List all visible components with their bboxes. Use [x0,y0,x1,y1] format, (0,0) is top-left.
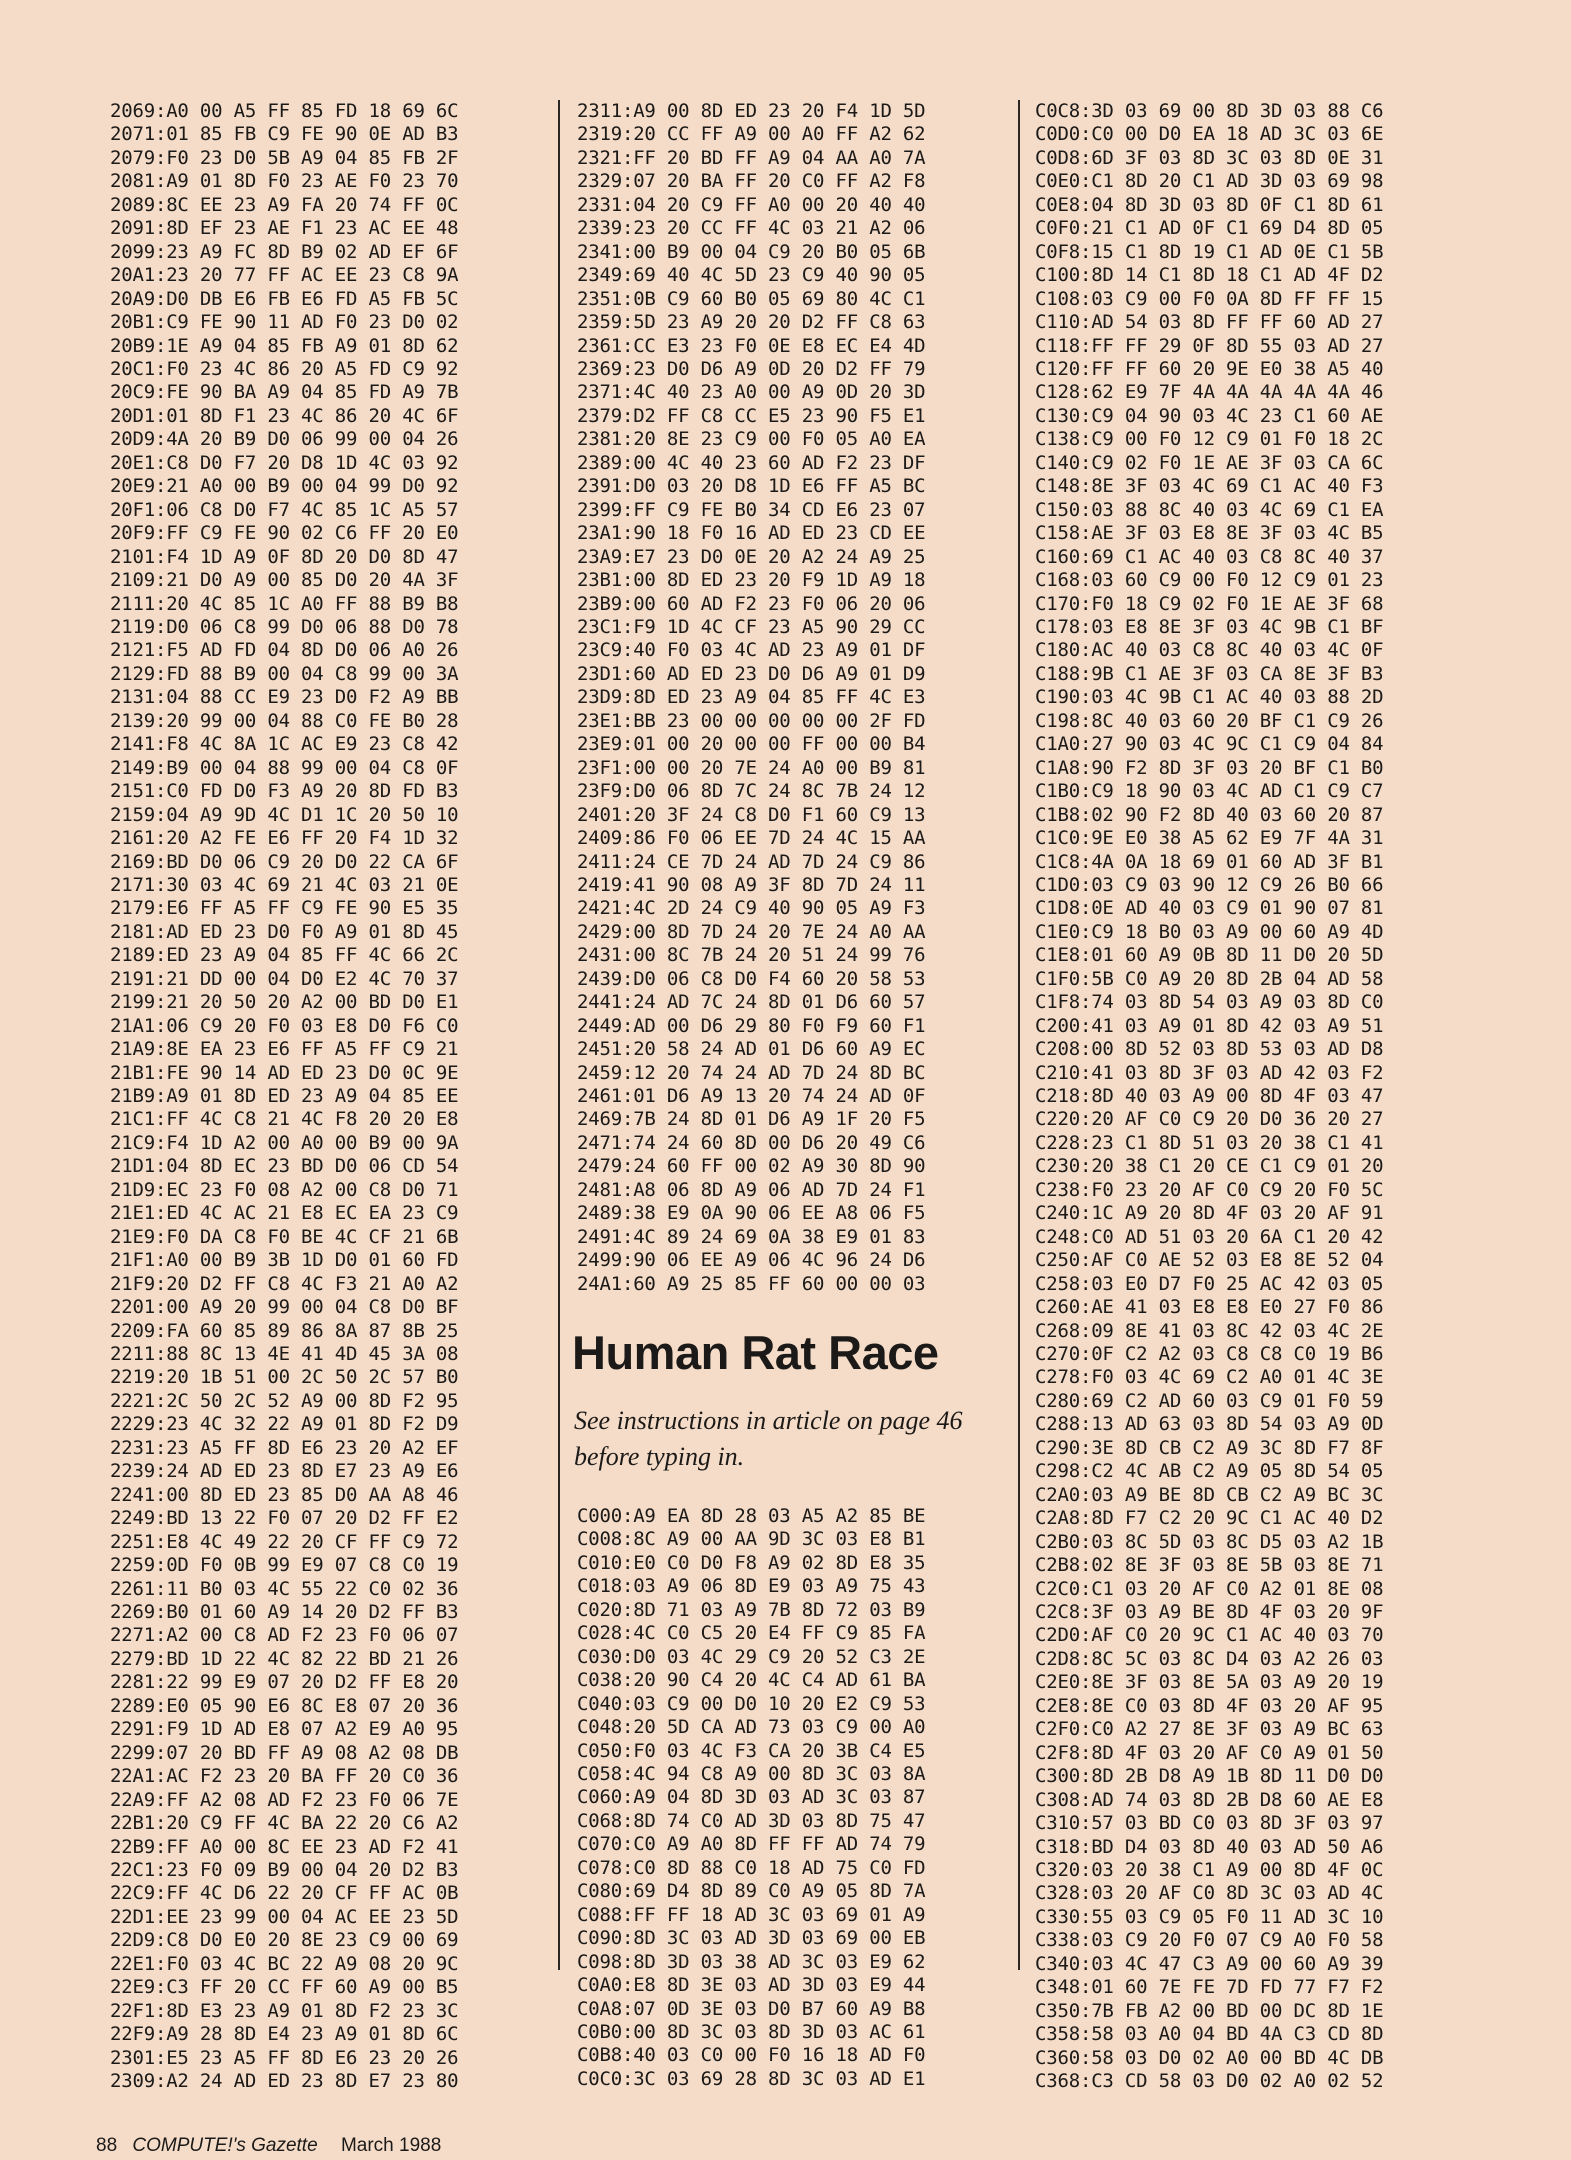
code-line: 2241:00 8D ED 23 85 D0 AA A8 46 [110,1483,459,1506]
code-line: 20A9:D0 DB E6 FB E6 FD A5 FB 5C [110,287,459,310]
code-line: C198:8C 40 03 60 20 BF C1 C9 26 [1035,709,1384,732]
code-line: C140:C9 02 F0 1E AE 3F 03 CA 6C [1035,451,1384,474]
code-line: 22E9:C3 FF 20 CC FF 60 A9 00 B5 [110,1976,459,1999]
code-line: 2109:21 D0 A9 00 85 D0 20 4A 3F [110,569,459,592]
listing-column-1 [110,100,458,2094]
code-line: C308:AD 74 03 8D 2B D8 60 AE E8 [1035,1788,1384,1811]
code-line: C1F8:74 03 8D 54 03 A9 03 8D C0 [1035,991,1384,1014]
code-line: 2309:A2 24 AD ED 23 8D E7 23 80 [110,2070,459,2093]
code-line: C088:FF FF 18 AD 3C 03 69 01 A9 [577,1903,926,1926]
code-line: 2101:F4 1D A9 0F 8D 20 D0 8D 47 [110,545,459,568]
code-line: 23F9:D0 06 8D 7C 24 8C 7B 24 12 [577,780,926,803]
code-line: 2179:E6 FF A5 FF C9 FE 90 E5 35 [110,897,459,920]
code-line: 24A1:60 A9 25 85 FF 60 00 00 03 [577,1272,926,1295]
code-line: C1C8:4A 0A 18 69 01 60 AD 3F B1 [1035,850,1384,873]
code-line: 23A1:90 18 F0 16 AD ED 23 CD EE [577,522,926,545]
code-line: 20B9:1E A9 04 85 FB A9 01 8D 62 [110,334,459,357]
code-line: C098:8D 3D 03 38 AD 3C 03 E9 62 [577,1950,926,1973]
code-line: 20B1:C9 FE 90 11 AD F0 23 D0 02 [110,311,459,334]
code-line: C228:23 C1 8D 51 03 20 38 C1 41 [1035,1131,1384,1154]
code-line: 2341:00 B9 00 04 C9 20 B0 05 6B [577,240,926,263]
code-line: C090:8D 3C 03 AD 3D 03 69 00 EB [577,1927,926,1950]
code-line: C030:D0 03 4C 29 C9 20 52 C3 2E [577,1645,926,1668]
code-line: 2399:FF C9 FE B0 34 CD E6 23 07 [577,498,926,521]
code-line: 21C9:F4 1D A2 00 A0 00 B9 00 9A [110,1131,459,1154]
code-line: 2469:7B 24 8D 01 D6 A9 1F 20 F5 [577,1108,926,1131]
code-line: 2261:11 B0 03 4C 55 22 C0 02 36 [110,1577,459,1600]
code-line: C1C0:9E E0 38 A5 62 E9 7F 4A 31 [1035,827,1384,850]
issue-date: March 1988 [340,2135,442,2156]
code-line: C220:20 AF C0 C9 20 D0 36 20 27 [1035,1108,1384,1131]
code-line: 2471:74 24 60 8D 00 D6 20 49 C6 [577,1131,926,1154]
code-line: C110:AD 54 03 8D FF FF 60 AD 27 [1035,311,1384,334]
code-line: 2191:21 DD 00 04 D0 E2 4C 70 37 [110,967,459,990]
code-line: C290:3E 8D CB C2 A9 3C 8D F7 8F [1035,1436,1384,1459]
page-footer [96,2135,441,2157]
code-line: 20E9:21 A0 00 B9 00 04 99 D0 92 [110,475,459,498]
code-line: 2171:30 03 4C 69 21 4C 03 21 0E [110,873,459,896]
code-line: C0D0:C0 00 D0 EA 18 AD 3C 03 6E [1035,123,1384,146]
code-line: C1D8:0E AD 40 03 C9 01 90 07 81 [1035,897,1384,920]
code-line: 21B9:A9 01 8D ED 23 A9 04 85 EE [110,1085,459,1108]
code-line: 21A9:8E EA 23 E6 FF A5 FF C9 21 [110,1038,459,1061]
code-line: 2259:0D F0 0B 99 E9 07 C8 C0 19 [110,1554,459,1577]
code-line: 2231:23 A5 FF 8D E6 23 20 A2 EF [110,1436,459,1459]
code-line: C0C8:3D 03 69 00 8D 3D 03 88 C6 [1035,100,1384,122]
code-line: C1E8:01 60 A9 0B 8D 11 D0 20 5D [1035,944,1384,967]
code-line: 2321:FF 20 BD FF A9 04 AA A0 7A [577,146,926,169]
code-line: 2211:88 8C 13 4E 41 4D 45 3A 08 [110,1343,459,1366]
code-line: 2379:D2 FF C8 CC E5 23 90 F5 E1 [577,404,926,427]
code-line: C008:8C A9 00 AA 9D 3C 03 E8 B1 [577,1528,926,1551]
code-line: 21B1:FE 90 14 AD ED 23 D0 0C 9E [110,1061,459,1084]
listing-column-2-continued [577,1505,925,2091]
code-line: 2409:86 F0 06 EE 7D 24 4C 15 AA [577,827,926,850]
code-line: 20F1:06 C8 D0 F7 4C 85 1C A5 57 [110,498,459,521]
code-line: 2141:F8 4C 8A 1C AC E9 23 C8 42 [110,733,459,756]
code-line: 2441:24 AD 7C 24 8D 01 D6 60 57 [577,991,926,1014]
code-line: C0C0:3C 03 69 28 8D 3C 03 AD E1 [577,2067,926,2090]
code-line: C138:C9 00 F0 12 C9 01 F0 18 2C [1035,428,1384,451]
code-line: 2439:D0 06 C8 D0 F4 60 20 58 53 [577,967,926,990]
code-line: C360:58 03 D0 02 A0 00 BD 4C DB [1035,2046,1384,2069]
code-line: C050:F0 03 4C F3 CA 20 3B C4 E5 [577,1739,926,1762]
code-line: 2089:8C EE 23 A9 FA 20 74 FF 0C [110,193,459,216]
code-line: 23E9:01 00 20 00 00 FF 00 00 B4 [577,733,926,756]
code-line: C200:41 03 A9 01 8D 42 03 A9 51 [1035,1014,1384,1037]
code-line: C070:C0 A9 A0 8D FF FF AD 74 79 [577,1833,926,1856]
code-line: C278:F0 03 4C 69 C2 A0 01 4C 3E [1035,1366,1384,1389]
code-line: 2299:07 20 BD FF A9 08 A2 08 DB [110,1741,459,1764]
publication-name: COMPUTE!'s Gazette [132,2135,318,2156]
code-line: 2159:04 A9 9D 4C D1 1C 20 50 10 [110,803,459,826]
code-line: C320:03 20 38 C1 A9 00 8D 4F 0C [1035,1858,1384,1881]
code-line: C1B8:02 90 F2 8D 40 03 60 20 87 [1035,803,1384,826]
code-line: C170:F0 18 C9 02 F0 1E AE 3F 68 [1035,592,1384,615]
code-line: 2199:21 20 50 20 A2 00 BD D0 E1 [110,991,459,1014]
code-line: 22A1:AC F2 23 20 BA FF 20 C0 36 [110,1765,459,1788]
article-title: Human Rat Race [572,1326,939,1379]
code-line: C068:8D 74 C0 AD 3D 03 8D 75 47 [577,1809,926,1832]
code-line: 2169:BD D0 06 C9 20 D0 22 CA 6F [110,850,459,873]
code-line: 2289:E0 05 90 E6 8C E8 07 20 36 [110,1694,459,1717]
code-line: C190:03 4C 9B C1 AC 40 03 88 2D [1035,686,1384,709]
code-line: C128:62 E9 7F 4A 4A 4A 4A 4A 46 [1035,381,1384,404]
code-line: C108:03 C9 00 F0 0A 8D FF FF 15 [1035,287,1384,310]
code-line: 2281:22 99 E9 07 20 D2 FF E8 20 [110,1671,459,1694]
code-line: 2451:20 58 24 AD 01 D6 60 A9 EC [577,1038,926,1061]
code-line: C230:20 38 C1 20 CE C1 C9 01 20 [1035,1155,1384,1178]
code-line: 22A9:FF A2 08 AD F2 23 F0 06 7E [110,1788,459,1811]
code-line: C248:C0 AD 51 03 20 6A C1 20 42 [1035,1225,1384,1248]
code-line: 2201:00 A9 20 99 00 04 C8 D0 BF [110,1296,459,1319]
code-line: 21E1:ED 4C AC 21 E8 EC EA 23 C9 [110,1202,459,1225]
code-line: C0D8:6D 3F 03 8D 3C 03 8D 0E 31 [1035,146,1384,169]
column-divider-right [1018,100,1020,1970]
code-line: C368:C3 CD 58 03 D0 02 A0 02 52 [1035,2070,1384,2093]
code-line: 2249:BD 13 22 F0 07 20 D2 FF E2 [110,1507,459,1530]
code-line: 2421:4C 2D 24 C9 40 90 05 A9 F3 [577,897,926,920]
code-line: 2371:4C 40 23 A0 00 A9 0D 20 3D [577,381,926,404]
code-line: 22E1:F0 03 4C BC 22 A9 08 20 9C [110,1952,459,1975]
code-line: 2229:23 4C 32 22 A9 01 8D F2 D9 [110,1413,459,1436]
code-line: C078:C0 8D 88 C0 18 AD 75 C0 FD [577,1856,926,1879]
code-line: 2189:ED 23 A9 04 85 FF 4C 66 2C [110,944,459,967]
code-line: 2119:D0 06 C8 99 D0 06 88 D0 78 [110,615,459,638]
code-line: 2071:01 85 FB C9 FE 90 0E AD B3 [110,123,459,146]
code-line: 2481:A8 06 8D A9 06 AD 7D 24 F1 [577,1178,926,1201]
code-line: 22F9:A9 28 8D E4 23 A9 01 8D 6C [110,2023,459,2046]
code-line: 2279:BD 1D 22 4C 82 22 BD 21 26 [110,1647,459,1670]
code-line: 20E1:C8 D0 F7 20 D8 1D 4C 03 92 [110,451,459,474]
code-line: 22F1:8D E3 23 A9 01 8D F2 23 3C [110,1999,459,2022]
code-line: C250:AF C0 AE 52 03 E8 8E 52 04 [1035,1249,1384,1272]
code-line: C338:03 C9 20 F0 07 C9 A0 F0 58 [1035,1929,1384,1952]
code-line: C288:13 AD 63 03 8D 54 03 A9 0D [1035,1413,1384,1436]
code-line: C340:03 4C 47 C3 A9 00 60 A9 39 [1035,1952,1384,1975]
code-line: C1E0:C9 18 B0 03 A9 00 60 A9 4D [1035,920,1384,943]
code-line: 2329:07 20 BA FF 20 C0 FF A2 F8 [577,170,926,193]
code-line: 20D1:01 8D F1 23 4C 86 20 4C 6F [110,404,459,427]
code-line: 2319:20 CC FF A9 00 A0 FF A2 62 [577,123,926,146]
code-line: 2311:A9 00 8D ED 23 20 F4 1D 5D [577,100,926,122]
code-line: 2209:FA 60 85 89 86 8A 87 8B 25 [110,1319,459,1342]
code-line: 2479:24 60 FF 00 02 A9 30 8D 90 [577,1155,926,1178]
code-line: C1A0:27 90 03 4C 9C C1 C9 04 84 [1035,733,1384,756]
code-line: 22B1:20 C9 FF 4C BA 22 20 C6 A2 [110,1812,459,1835]
code-line: 2491:4C 89 24 69 0A 38 E9 01 83 [577,1225,926,1248]
code-line: 23C9:40 F0 03 4C AD 23 A9 01 DF [577,639,926,662]
code-line: 2099:23 A9 FC 8D B9 02 AD EF 6F [110,240,459,263]
code-line: C0A8:07 0D 3E 03 D0 B7 60 A9 B8 [577,1997,926,2020]
code-line: C130:C9 04 90 03 4C 23 C1 60 AE [1035,404,1384,427]
code-line: C2D8:8C 5C 03 8C D4 03 A2 26 03 [1035,1647,1384,1670]
code-line: 2381:20 8E 23 C9 00 F0 05 A0 EA [577,428,926,451]
code-line: C258:03 E0 D7 F0 25 AC 42 03 05 [1035,1272,1384,1295]
code-line: 2079:F0 23 D0 5B A9 04 85 FB 2F [110,146,459,169]
code-line: C2B0:03 8C 5D 03 8C D5 03 A2 1B [1035,1530,1384,1553]
code-line: 2139:20 99 00 04 88 C0 FE B0 28 [110,709,459,732]
code-line: C328:03 20 AF C0 8D 3C 03 AD 4C [1035,1882,1384,1905]
code-line: C2A8:8D F7 C2 20 9C C1 AC 40 D2 [1035,1507,1384,1530]
code-line: 2271:A2 00 C8 AD F2 23 F0 06 07 [110,1624,459,1647]
code-line: C148:8E 3F 03 4C 69 C1 AC 40 F3 [1035,475,1384,498]
code-line: 21C1:FF 4C C8 21 4C F8 20 20 E8 [110,1108,459,1131]
code-line: C188:9B C1 AE 3F 03 CA 8E 3F B3 [1035,662,1384,685]
code-line: C160:69 C1 AC 40 03 C8 8C 40 37 [1035,545,1384,568]
code-line: C150:03 88 8C 40 03 4C 69 C1 EA [1035,498,1384,521]
code-line: 20D9:4A 20 B9 D0 06 99 00 04 26 [110,428,459,451]
code-line: 2301:E5 23 A5 FF 8D E6 23 20 26 [110,2046,459,2069]
code-line: C310:57 03 BD C0 03 8D 3F 03 97 [1035,1812,1384,1835]
code-line: 23B1:00 8D ED 23 20 F9 1D A9 18 [577,569,926,592]
code-line: 23C1:F9 1D 4C CF 23 A5 90 29 CC [577,615,926,638]
code-line: C0F8:15 C1 8D 19 C1 AD 0E C1 5B [1035,240,1384,263]
code-line: C210:41 03 8D 3F 03 AD 42 03 F2 [1035,1061,1384,1084]
code-line: 2411:24 CE 7D 24 AD 7D 24 C9 86 [577,850,926,873]
code-line: 2251:E8 4C 49 22 20 CF FF C9 72 [110,1530,459,1553]
code-line: 22B9:FF A0 00 8C EE 23 AD F2 41 [110,1835,459,1858]
code-line: 2461:01 D6 A9 13 20 74 24 AD 0F [577,1085,926,1108]
code-line: 22D9:C8 D0 E0 20 8E 23 C9 00 69 [110,1929,459,1952]
page-number: 88 [96,2135,118,2156]
code-line: C348:01 60 7E FE 7D FD 77 F7 F2 [1035,1976,1384,1999]
code-line: C350:7B FB A2 00 BD 00 DC 8D 1E [1035,1999,1384,2022]
code-line: 2151:C0 FD D0 F3 A9 20 8D FD B3 [110,780,459,803]
code-line: 2081:A9 01 8D F0 23 AE F0 23 70 [110,170,459,193]
code-line: 2431:00 8C 7B 24 20 51 24 99 76 [577,944,926,967]
code-line: C1D0:03 C9 03 90 12 C9 26 B0 66 [1035,873,1384,896]
code-line: C358:58 03 A0 04 BD 4A C3 CD 8D [1035,2023,1384,2046]
article-instructions: See instructions in article on page 46 before typing in. [574,1406,963,1471]
code-line: 2351:0B C9 60 B0 05 69 80 4C C1 [577,287,926,310]
code-line: 22D1:EE 23 99 00 04 AC EE 23 5D [110,1905,459,1928]
code-line: C058:4C 94 C8 A9 00 8D 3C 03 8A [577,1762,926,1785]
code-line: 2069:A0 00 A5 FF 85 FD 18 69 6C [110,100,459,122]
code-line: C178:03 E8 8E 3F 03 4C 9B C1 BF [1035,615,1384,638]
code-line: 20C9:FE 90 BA A9 04 85 FD A9 7B [110,381,459,404]
code-line: C100:8D 14 C1 8D 18 C1 AD 4F D2 [1035,264,1384,287]
code-line: 23D9:8D ED 23 A9 04 85 FF 4C E3 [577,686,926,709]
code-line: 22C1:23 F0 09 B9 00 04 20 D2 B3 [110,1858,459,1881]
code-line: 23A9:E7 23 D0 0E 20 A2 24 A9 25 [577,545,926,568]
code-line: C268:09 8E 41 03 8C 42 03 4C 2E [1035,1319,1384,1342]
code-line: C238:F0 23 20 AF C0 C9 20 F0 5C [1035,1178,1384,1201]
code-line: C1F0:5B C0 A9 20 8D 2B 04 AD 58 [1035,967,1384,990]
code-line: 2149:B9 00 04 88 99 00 04 C8 0F [110,756,459,779]
code-line: C208:00 8D 52 03 8D 53 03 AD D8 [1035,1038,1384,1061]
code-line: 23B9:00 60 AD F2 23 F0 06 20 06 [577,592,926,615]
code-line: C218:8D 40 03 A9 00 8D 4F 03 47 [1035,1085,1384,1108]
code-line: C0F0:21 C1 AD 0F C1 69 D4 8D 05 [1035,217,1384,240]
code-line: C180:AC 40 03 C8 8C 40 03 4C 0F [1035,639,1384,662]
code-line: C0E8:04 8D 3D 03 8D 0F C1 8D 61 [1035,193,1384,216]
code-line: 2121:F5 AD FD 04 8D D0 06 A0 26 [110,639,459,662]
code-line: 23D1:60 AD ED 23 D0 D6 A9 01 D9 [577,662,926,685]
listing-column-3 [1035,100,1383,2094]
code-line: 21F1:A0 00 B9 3B 1D D0 01 60 FD [110,1249,459,1272]
code-line: 2401:20 3F 24 C8 D0 F1 60 C9 13 [577,803,926,826]
code-line: 2449:AD 00 D6 29 80 F0 F9 60 F1 [577,1014,926,1037]
code-line: 2221:2C 50 2C 52 A9 00 8D F2 95 [110,1389,459,1412]
code-line: 20C1:F0 23 4C 86 20 A5 FD C9 92 [110,357,459,380]
code-line: 23E1:BB 23 00 00 00 00 00 2F FD [577,709,926,732]
code-line: 2429:00 8D 7D 24 20 7E 24 A0 AA [577,920,926,943]
code-line: C020:8D 71 03 A9 7B 8D 72 03 B9 [577,1598,926,1621]
code-line: 22C9:FF 4C D6 22 20 CF FF AC 0B [110,1882,459,1905]
code-line: 2181:AD ED 23 D0 F0 A9 01 8D 45 [110,920,459,943]
code-line: C318:BD D4 03 8D 40 03 AD 50 A6 [1035,1835,1384,1858]
code-line: C0B0:00 8D 3C 03 8D 3D 03 AC 61 [577,2020,926,2043]
code-line: 21F9:20 D2 FF C8 4C F3 21 A0 A2 [110,1272,459,1295]
code-line: 2361:CC E3 23 F0 0E E8 EC E4 4D [577,334,926,357]
code-line: 2359:5D 23 A9 20 20 D2 FF C8 63 [577,311,926,334]
code-line: C2E0:8E 3F 03 8E 5A 03 A9 20 19 [1035,1671,1384,1694]
code-line: C2E8:8E C0 03 8D 4F 03 20 AF 95 [1035,1694,1384,1717]
code-line: 2349:69 40 4C 5D 23 C9 40 90 05 [577,264,926,287]
code-line: 2489:38 E9 0A 90 06 EE A8 06 F5 [577,1202,926,1225]
code-line: C2C0:C1 03 20 AF C0 A2 01 8E 08 [1035,1577,1384,1600]
code-line: C2B8:02 8E 3F 03 8E 5B 03 8E 71 [1035,1554,1384,1577]
code-line: 21E9:F0 DA C8 F0 BE 4C CF 21 6B [110,1225,459,1248]
code-line: 21D1:04 8D EC 23 BD D0 06 CD 54 [110,1155,459,1178]
code-line: 20A1:23 20 77 FF AC EE 23 C8 9A [110,264,459,287]
code-line: C168:03 60 C9 00 F0 12 C9 01 23 [1035,569,1384,592]
code-line: 2239:24 AD ED 23 8D E7 23 A9 E6 [110,1460,459,1483]
code-line: C2F8:8D 4F 03 20 AF C0 A9 01 50 [1035,1741,1384,1764]
code-line: C028:4C C0 C5 20 E4 FF C9 85 FA [577,1622,926,1645]
code-line: 2219:20 1B 51 00 2C 50 2C 57 B0 [110,1366,459,1389]
code-line: C260:AE 41 03 E8 E8 E0 27 F0 86 [1035,1296,1384,1319]
code-line: C2F0:C0 A2 27 8E 3F 03 A9 BC 63 [1035,1718,1384,1741]
code-line: C300:8D 2B D8 A9 1B 8D 11 D0 D0 [1035,1765,1384,1788]
code-line: C1B0:C9 18 90 03 4C AD C1 C9 C7 [1035,780,1384,803]
code-line: C038:20 90 C4 20 4C C4 AD 61 BA [577,1669,926,1692]
code-line: 21A1:06 C9 20 F0 03 E8 D0 F6 C0 [110,1014,459,1037]
code-line: 2389:00 4C 40 23 60 AD F2 23 DF [577,451,926,474]
code-line: 2391:D0 03 20 D8 1D E6 FF A5 BC [577,475,926,498]
code-line: 20F9:FF C9 FE 90 02 C6 FF 20 E0 [110,522,459,545]
code-line: 2369:23 D0 D6 A9 0D 20 D2 FF 79 [577,357,926,380]
code-line: C158:AE 3F 03 E8 8E 3F 03 4C B5 [1035,522,1384,545]
code-line: 2339:23 20 CC FF 4C 03 21 A2 06 [577,217,926,240]
column-divider-left [558,100,560,1970]
code-line: 2331:04 20 C9 FF A0 00 20 40 40 [577,193,926,216]
code-line: 2291:F9 1D AD E8 07 A2 E9 A0 95 [110,1718,459,1741]
code-line: C270:0F C2 A2 03 C8 C8 C0 19 B6 [1035,1343,1384,1366]
code-line: 2131:04 88 CC E9 23 D0 F2 A9 BB [110,686,459,709]
code-line: C1A8:90 F2 8D 3F 03 20 BF C1 B0 [1035,756,1384,779]
code-line: C118:FF FF 29 0F 8D 55 03 AD 27 [1035,334,1384,357]
code-line: C000:A9 EA 8D 28 03 A5 A2 85 BE [577,1505,926,1527]
code-line: 23F1:00 00 20 7E 24 A0 00 B9 81 [577,756,926,779]
code-line: C0A0:E8 8D 3E 03 AD 3D 03 E9 44 [577,1974,926,1997]
code-line: C240:1C A9 20 8D 4F 03 20 AF 91 [1035,1202,1384,1225]
code-line: C0B8:40 03 C0 00 F0 16 18 AD F0 [577,2044,926,2067]
code-line: C280:69 C2 AD 60 03 C9 01 F0 59 [1035,1389,1384,1412]
code-line: C060:A9 04 8D 3D 03 AD 3C 03 87 [577,1786,926,1809]
code-line: C040:03 C9 00 D0 10 20 E2 C9 53 [577,1692,926,1715]
code-line: 2459:12 20 74 24 AD 7D 24 8D BC [577,1061,926,1084]
code-line: C010:E0 C0 D0 F8 A9 02 8D E8 35 [577,1551,926,1574]
code-line: C298:C2 4C AB C2 A9 05 8D 54 05 [1035,1460,1384,1483]
code-line: 2419:41 90 08 A9 3F 8D 7D 24 11 [577,873,926,896]
code-line: C2A0:03 A9 BE 8D CB C2 A9 BC 3C [1035,1483,1384,1506]
code-line: 2269:B0 01 60 A9 14 20 D2 FF B3 [110,1601,459,1623]
code-line: 2091:8D EF 23 AE F1 23 AC EE 48 [110,217,459,240]
code-line: C120:FF FF 60 20 9E E0 38 A5 40 [1035,357,1384,380]
code-line: 2499:90 06 EE A9 06 4C 96 24 D6 [577,1249,926,1272]
code-line: C048:20 5D CA AD 73 03 C9 00 A0 [577,1716,926,1739]
code-line: 2111:20 4C 85 1C A0 FF 88 B9 B8 [110,592,459,615]
code-line: C330:55 03 C9 05 F0 11 AD 3C 10 [1035,1905,1384,1928]
code-line: 21D9:EC 23 F0 08 A2 00 C8 D0 71 [110,1178,459,1201]
code-line: C018:03 A9 06 8D E9 03 A9 75 43 [577,1575,926,1598]
listing-column-2 [577,100,925,1296]
code-line: 2161:20 A2 FE E6 FF 20 F4 1D 32 [110,827,459,850]
code-line: C2D0:AF C0 20 9C C1 AC 40 03 70 [1035,1624,1384,1647]
code-line: 2129:FD 88 B9 00 04 C8 99 00 3A [110,662,459,685]
code-line: C2C8:3F 03 A9 BE 8D 4F 03 20 9F [1035,1601,1384,1623]
code-line: C080:69 D4 8D 89 C0 A9 05 8D 7A [577,1880,926,1903]
code-line: C0E0:C1 8D 20 C1 AD 3D 03 69 98 [1035,170,1384,193]
